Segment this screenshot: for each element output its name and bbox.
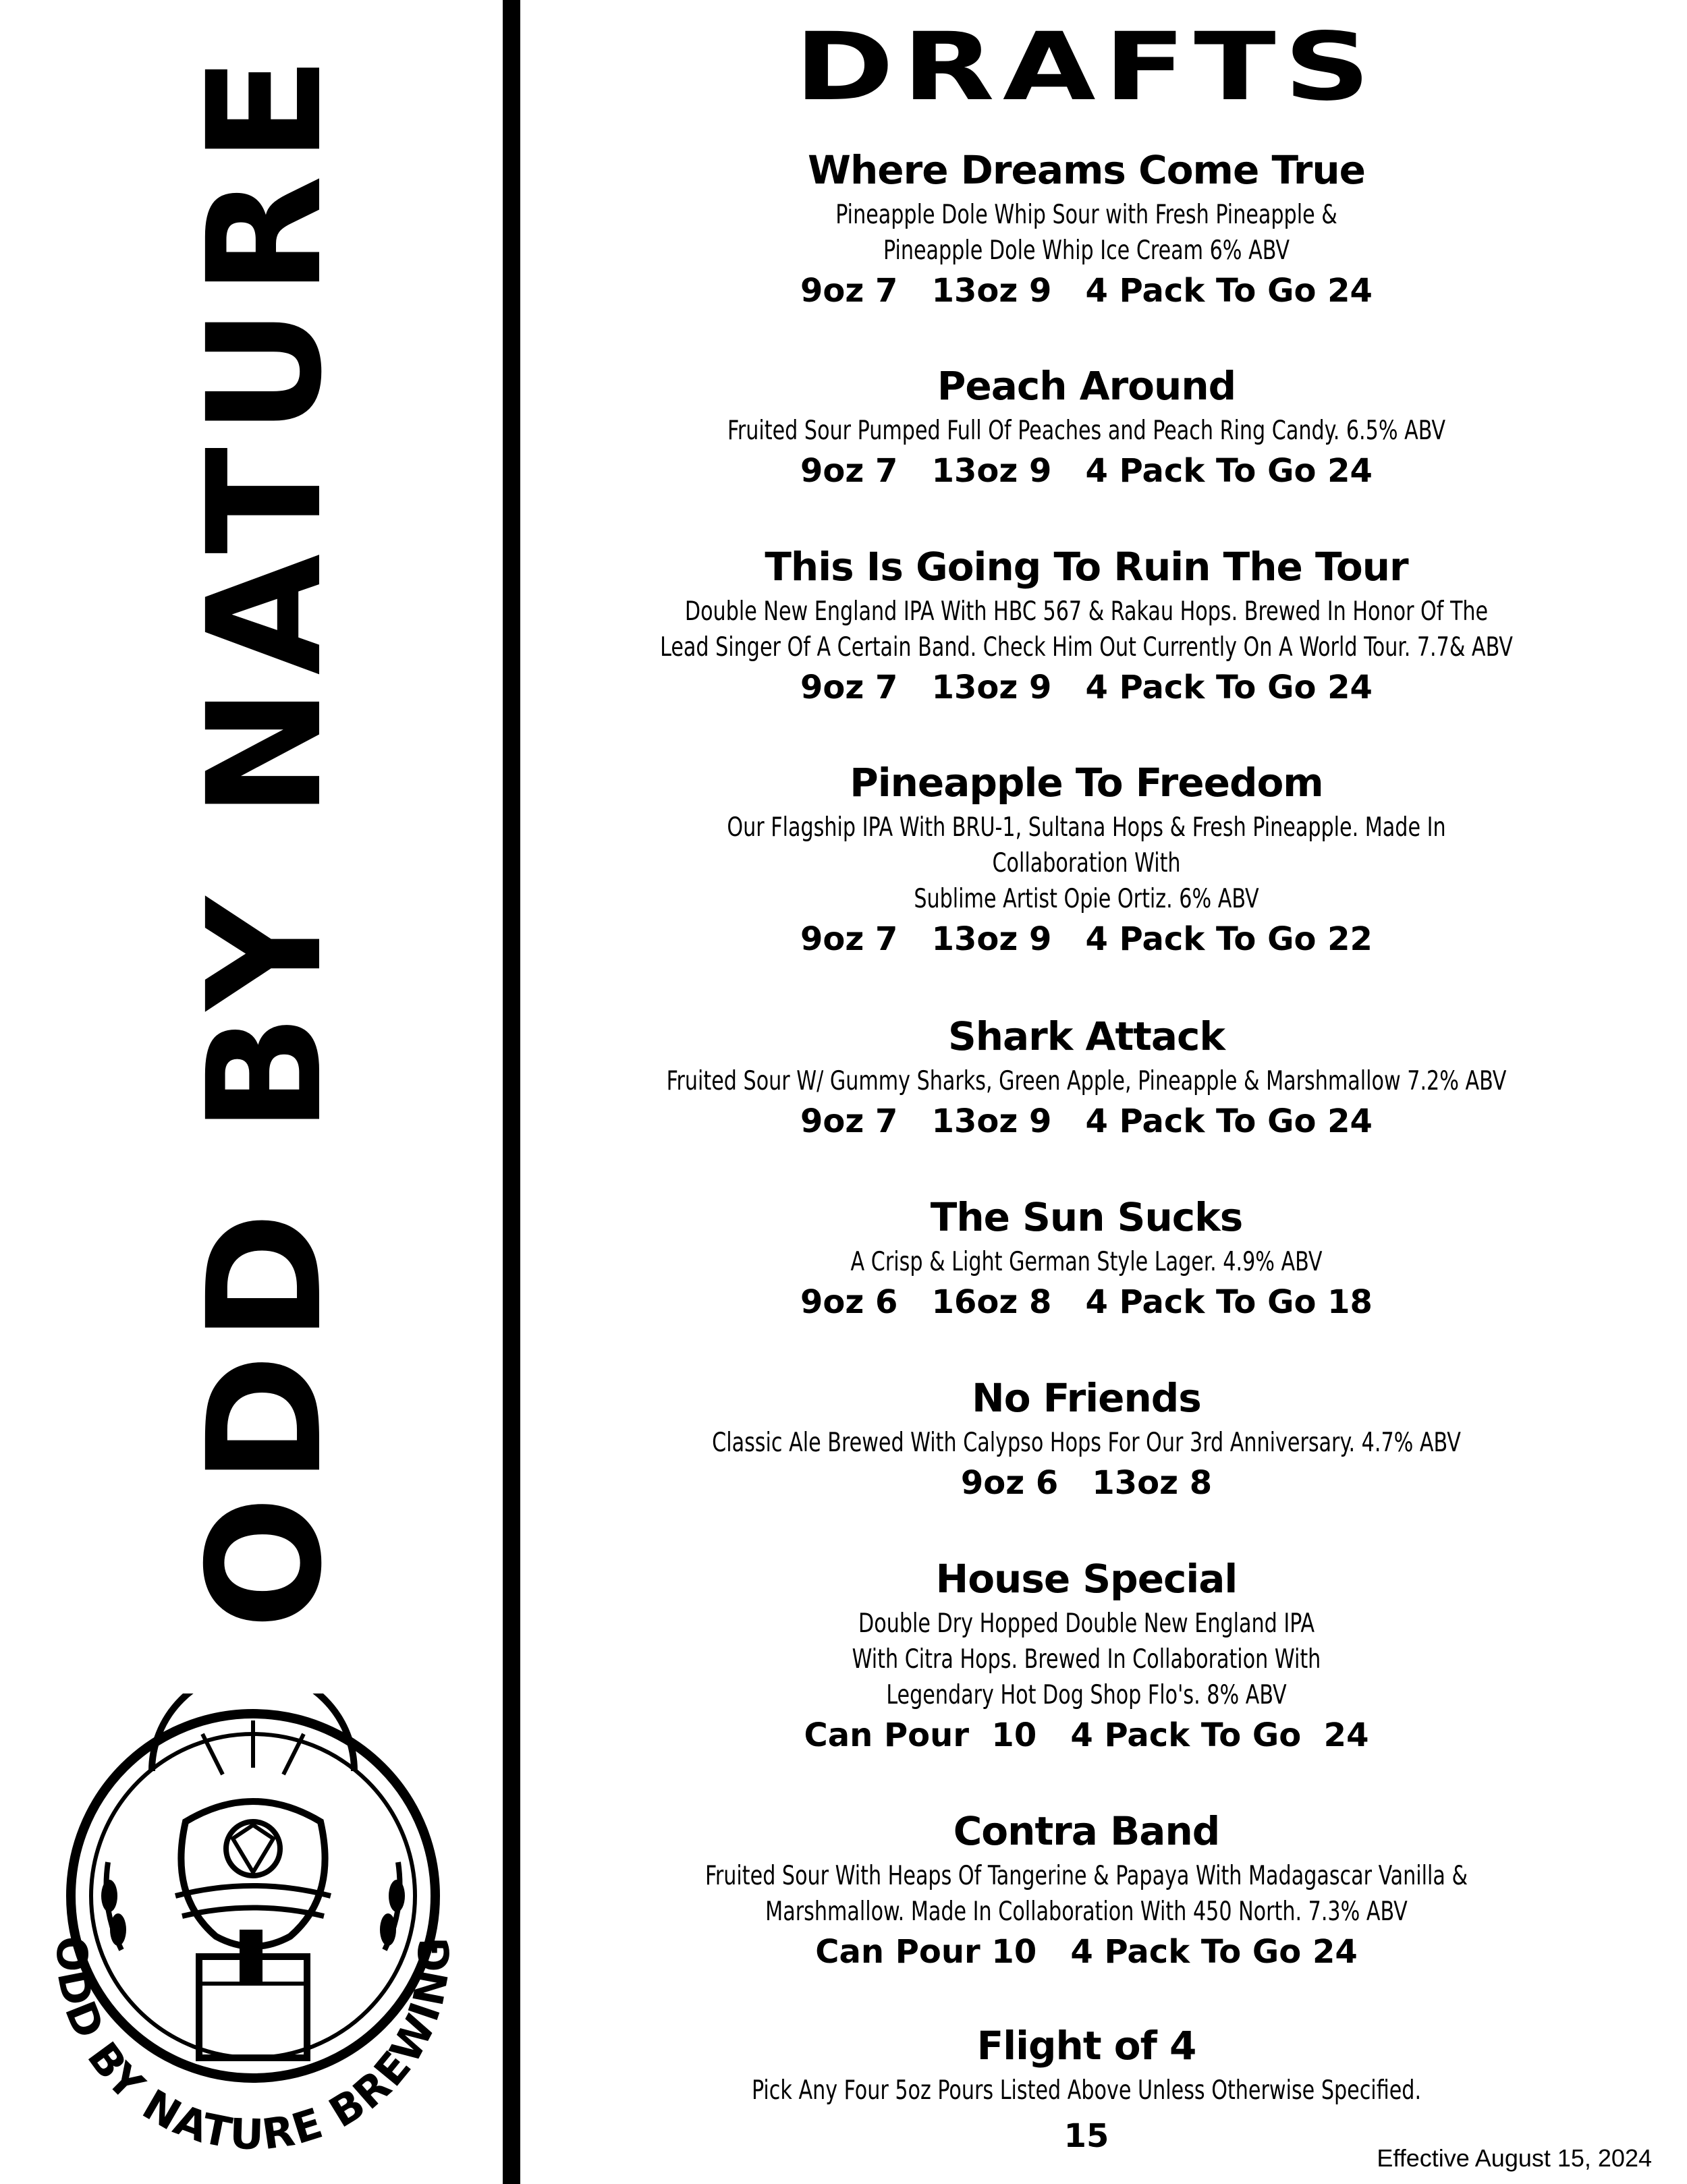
beer-name: Where Dreams Come True	[808, 147, 1365, 193]
beer-price: 9oz 7 13oz 9 4 Pack To Go 24	[800, 452, 1373, 490]
beer-description: Double Dry Hopped Double New England IPA With Citra Hops. Brewed In Collaboration With Legendary Hot Dog Shop Flo's. 8% ABV	[852, 1608, 1321, 1710]
beer-name: Flight of 4	[976, 2023, 1196, 2069]
beer-item-flight-of-4	[560, 2019, 1613, 2108]
beer-item-the-sun-sucks	[560, 1190, 1613, 1324]
beer-description: Pineapple Dole Whip Sour with Fresh Pineapple & Pineapple Dole Whip Ice Cream 6% ABV	[835, 200, 1337, 266]
beer-description: Double New England IPA With HBC 567 & Rakau Hops. Brewed In Honor Of The Lead Singer Of A Certain Band. Check Him Out Currently On A World Tour. 7.7& ABV	[660, 596, 1513, 663]
logo-text: ODD BY NATURE BREWING	[47, 1936, 460, 2159]
beer-price: Can Pour 10 4 Pack To Go 24	[804, 1716, 1369, 1754]
beer-name: The Sun Sucks	[930, 1194, 1243, 1240]
beer-item-contra-band	[560, 1804, 1613, 1974]
beer-description: Our Flagship IPA With BRU-1, Sultana Hops & Fresh Pineapple. Made In Collaboration With Sublime Artist Opie Ortiz. 6% ABV	[727, 812, 1446, 914]
menu-title: DRAFTS	[794, 12, 1379, 121]
beer-price: 9oz 7 13oz 9 4 Pack To Go 24	[800, 272, 1373, 310]
page-number: 15	[1063, 2117, 1109, 2155]
beer-name: Shark Attack	[947, 1013, 1225, 1059]
beer-price: 9oz 6 13oz 8	[960, 1464, 1213, 1502]
brand-vertical-title: ODD BY NATURE	[174, 44, 356, 1629]
beer-item-this-is-going-to-ruin-the-tour	[560, 540, 1613, 710]
beer-description: Fruited Sour With Heaps Of Tangerine & Papaya With Madagascar Vanilla & Marshmallow. Made In Collaboration With 450 North. 7.3% ABV	[704, 1861, 1468, 1927]
effective-date: Effective August 15, 2024	[1377, 2144, 1652, 2172]
beer-price: Can Pour 10 4 Pack To Go 24	[815, 1933, 1358, 1971]
beer-description: Classic Ale Brewed With Calypso Hops For Our 3rd Anniversary. 4.7% ABV	[712, 1428, 1461, 1458]
beer-description: Fruited Sour Pumped Full Of Peaches and Peach Ring Candy. 6.5% ABV	[727, 416, 1446, 446]
beer-name: House Special	[935, 1556, 1238, 1602]
beer-item-peach-around	[560, 359, 1613, 493]
beer-price: 9oz 7 13oz 9 4 Pack To Go 22	[800, 920, 1373, 958]
beer-price: 9oz 7 13oz 9 4 Pack To Go 24	[800, 669, 1373, 706]
beer-description: Fruited Sour W/ Gummy Sharks, Green Apple, Pineapple & Marshmallow 7.2% ABV	[666, 1066, 1507, 1096]
beer-price: 9oz 7 13oz 9 4 Pack To Go 24	[800, 1102, 1373, 1140]
beer-item-shark-attack	[560, 1009, 1613, 1144]
beer-name: Pineapple To Freedom	[850, 760, 1323, 806]
vertical-divider	[503, 0, 520, 2184]
brewery-logo	[20, 1693, 486, 2159]
beer-name: This Is Going To Ruin The Tour	[765, 544, 1408, 590]
beer-name: Contra Band	[953, 1808, 1220, 1854]
beer-item-where-dreams-come-true	[560, 143, 1613, 313]
beer-price: 9oz 6 16oz 8 4 Pack To Go 18	[800, 1283, 1373, 1321]
beer-name: No Friends	[972, 1375, 1201, 1421]
beer-description: Pick Any Four 5oz Pours Listed Above Unless Otherwise Specified.	[751, 2075, 1422, 2106]
beer-item-pineapple-to-freedom	[560, 756, 1613, 961]
beer-item-house-special	[560, 1552, 1613, 1758]
beer-description: A Crisp & Light German Style Lager. 4.9% ABV	[850, 1247, 1323, 1277]
beer-item-no-friends	[560, 1371, 1613, 1505]
beer-name: Peach Around	[937, 363, 1236, 409]
